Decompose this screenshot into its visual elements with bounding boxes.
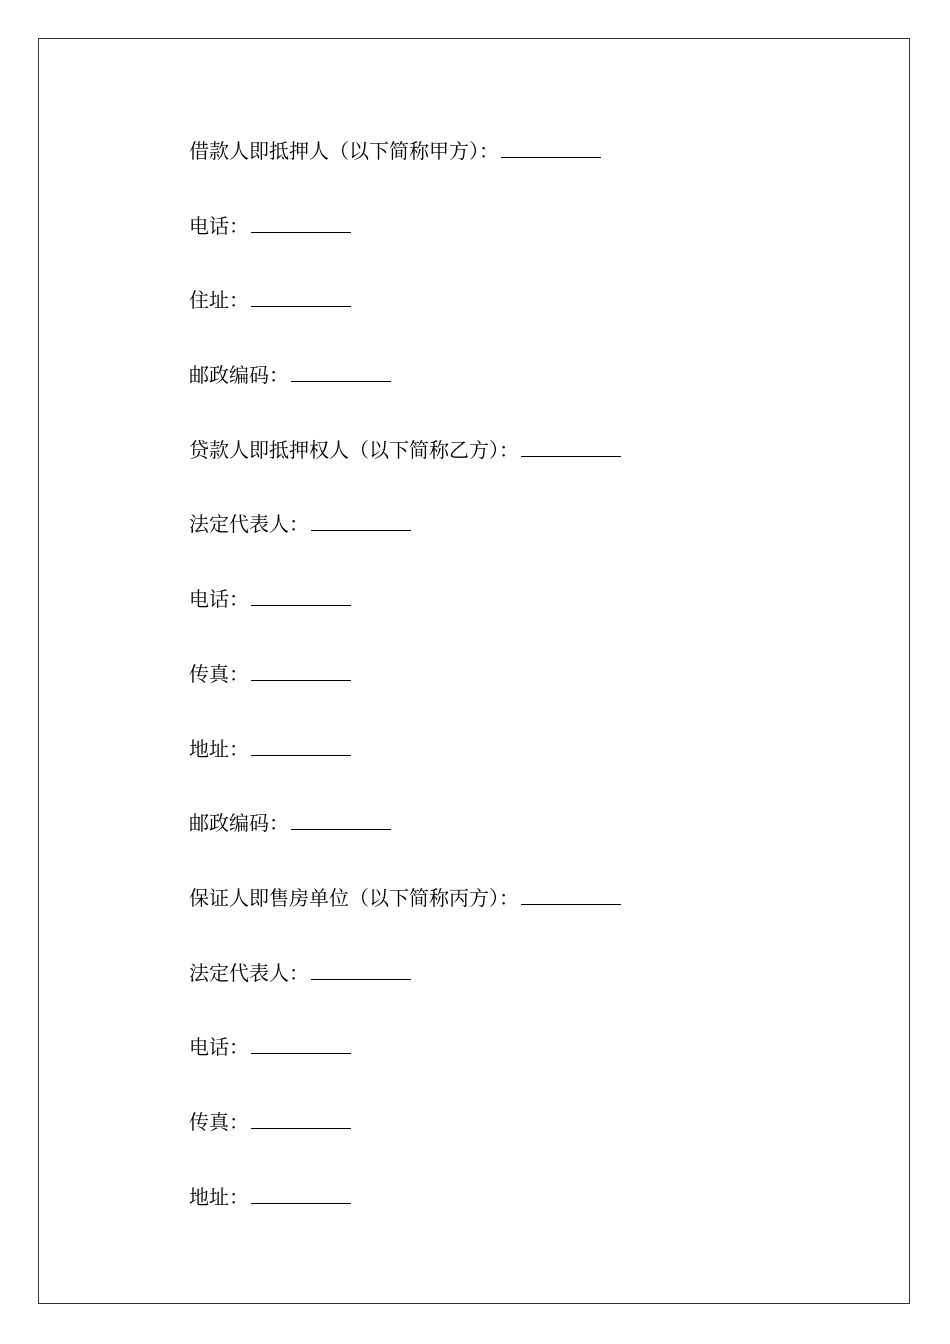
field-label: 地址： (189, 736, 249, 761)
field-label: 住址： (189, 288, 249, 313)
field-blank[interactable] (251, 284, 351, 307)
field-label: 地址： (189, 1184, 249, 1209)
field-guarantor-fax (189, 1105, 621, 1180)
field-borrower-phone (189, 209, 621, 284)
field-label: 邮政编码： (189, 811, 289, 836)
field-label: 借款人即抵押人（以下简称甲方）： (189, 139, 499, 163)
field-label: 贷款人即抵押权人（以下简称乙方）： (189, 437, 519, 462)
field-lender-legal-rep (189, 507, 621, 582)
field-label: 邮政编码： (189, 363, 289, 388)
field-blank[interactable] (251, 733, 351, 756)
field-guarantor-address (189, 1180, 621, 1255)
field-guarantor-phone (189, 1030, 621, 1105)
field-label: 电话： (189, 587, 249, 612)
field-guarantor-seller (189, 881, 621, 956)
field-blank[interactable] (521, 882, 621, 905)
field-label: 传真： (189, 1109, 249, 1134)
party-info-form (189, 134, 621, 1254)
field-lender-fax (189, 657, 621, 732)
field-label: 保证人即售房单位（以下简称丙方）： (189, 885, 519, 910)
field-lender-address (189, 732, 621, 807)
field-label: 电话： (189, 1035, 249, 1060)
field-label: 法定代表人： (189, 960, 309, 985)
field-label: 法定代表人： (189, 512, 309, 537)
field-lender-phone (189, 582, 621, 657)
field-guarantor-legal-rep (189, 956, 621, 1031)
field-blank[interactable] (251, 658, 351, 681)
field-label: 电话： (189, 213, 249, 238)
field-blank[interactable] (251, 1031, 351, 1054)
field-blank[interactable] (251, 583, 351, 606)
field-lender-mortgagee (189, 433, 621, 508)
field-blank[interactable] (501, 135, 601, 158)
field-blank[interactable] (251, 210, 351, 233)
field-borrower-residence (189, 283, 621, 358)
field-lender-postcode (189, 806, 621, 881)
field-blank[interactable] (311, 508, 411, 531)
field-blank[interactable] (291, 359, 391, 382)
field-blank[interactable] (291, 807, 391, 830)
field-blank[interactable] (311, 957, 411, 980)
field-label: 传真： (189, 661, 249, 686)
field-blank[interactable] (251, 1106, 351, 1129)
field-borrower-postcode (189, 358, 621, 433)
field-borrower-mortgagor (189, 134, 621, 209)
field-blank[interactable] (521, 434, 621, 457)
field-blank[interactable] (251, 1181, 351, 1204)
